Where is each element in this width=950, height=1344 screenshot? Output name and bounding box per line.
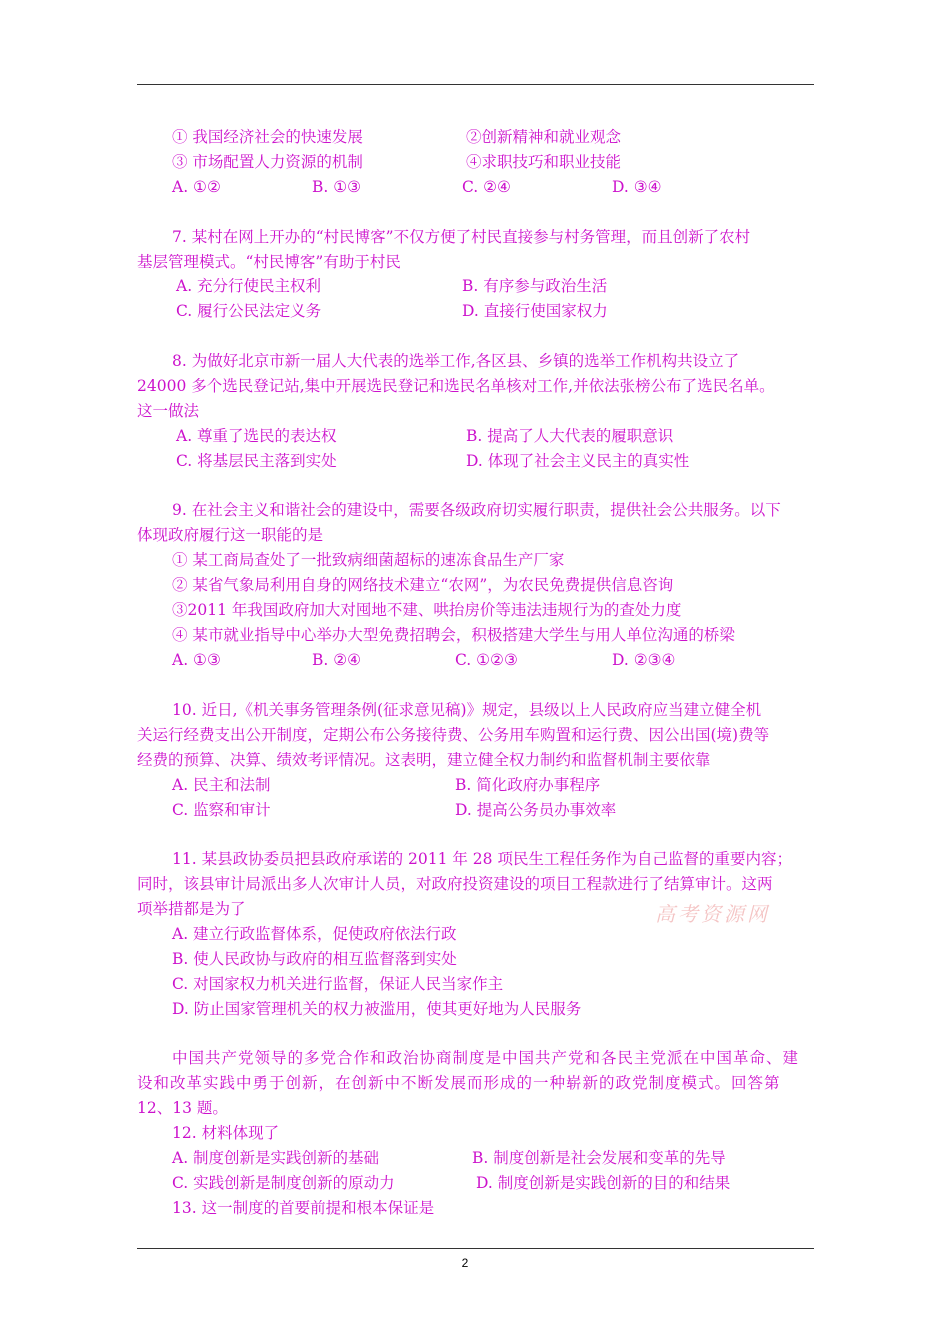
q7-stem-line-2: 基层管理模式。“村民博客”有助于村民: [137, 253, 401, 271]
q8-choice-b: B. 提高了人大代表的履职意识: [466, 427, 674, 445]
q9-option-3: ③2011 年我国政府加大对囤地不建、哄抬房价等违法违规行为的查处力度: [172, 601, 682, 619]
q9-option-2: ② 某省气象局利用自身的网络技术建立“农网”，为农民免费提供信息咨询: [172, 576, 674, 594]
q6-choice-a: A. ①②: [172, 178, 221, 196]
q6-choice-c: C. ②④: [462, 178, 511, 196]
material-line-1: 中国共产党领导的多党合作和政治协商制度是中国共产党和各民主党派在中国革命、建: [172, 1049, 800, 1067]
q10-choice-a: A. 民主和法制: [172, 776, 271, 794]
q11-choice-d: D. 防止国家管理机关的权力被滥用，使其更好地为人民服务: [172, 1000, 582, 1018]
q9-choice-b: B. ②④: [312, 651, 362, 669]
q7-choice-a: A. 充分行使民主权利: [176, 277, 322, 295]
q11-stem-line-3: 项举措都是为了: [137, 900, 246, 918]
q10-choice-d: D. 提高公务员办事效率: [455, 801, 617, 819]
page-number: 2: [461, 1256, 469, 1270]
q6-choice-d: D. ③④: [612, 178, 662, 196]
q7-stem-line-1: 7. 某村在网上开办的“村民博客”不仅方便了村民直接参与村务管理，而且创新了农村: [172, 228, 751, 246]
q12-choice-b: B. 制度创新是社会发展和变革的先导: [472, 1149, 726, 1167]
q6-choice-b: B. ①③: [312, 178, 362, 196]
q9-choice-d: D. ②③④: [612, 651, 676, 669]
q12-choice-c: C. 实践创新是制度创新的原动力: [172, 1174, 395, 1192]
q6-option-4: ④求职技巧和职业技能: [466, 153, 622, 171]
q11-choice-a: A. 建立行政监督体系，促使政府依法行政: [172, 925, 457, 943]
material-line-3: 12、13 题。: [137, 1099, 228, 1117]
q9-choice-a: A. ①③: [172, 651, 221, 669]
material-line-2: 设和改革实践中勇于创新，在创新中不断发展而形成的一种崭新的政党制度模式。回答第: [137, 1074, 781, 1092]
q7-choice-b: B. 有序参与政治生活: [462, 277, 608, 295]
q9-stem-line-1: 9. 在社会主义和谐社会的建设中，需要各级政府切实履行职责，提供社会公共服务。以下: [172, 501, 781, 519]
q8-stem-line-3: 这一做法: [137, 402, 200, 420]
q8-choice-d: D. 体现了社会主义民主的真实性: [466, 452, 690, 470]
q11-stem-line-2: 同时，该县审计局派出多人次审计人员，对政府投资建设的项目工程款进行了结算审计。这两: [137, 875, 773, 893]
q11-choice-b: B. 使人民政协与政府的相互监督落到实处: [172, 950, 457, 968]
q6-option-2: ②创新精神和就业观念: [466, 128, 622, 146]
q6-option-1: ① 我国经济社会的快速发展: [172, 128, 363, 146]
q9-option-1: ① 某工商局查处了一批致病细菌超标的速冻食品生产厂家: [172, 551, 565, 569]
q9-option-4: ④ 某市就业指导中心举办大型免费招聘会，积极搭建大学生与用人单位沟通的桥梁: [172, 626, 735, 644]
q9-choice-c: C. ①②③: [455, 651, 518, 669]
watermark: 高考资源网: [655, 902, 770, 926]
q10-stem-line-1: 10. 近日,《机关事务管理条例(征求意见稿)》规定，县级以上人民政府应当建立健全机: [172, 701, 762, 719]
q12-choice-a: A. 制度创新是实践创新的基础: [172, 1149, 380, 1167]
q12-choice-d: D. 制度创新是实践创新的目的和结果: [476, 1174, 731, 1192]
q10-stem-line-2: 关运行经费支出公开制度，定期公布公务接待费、公务用车购置和运行费、因公出国(境)费等: [137, 726, 770, 744]
q8-choice-c: C. 将基层民主落到实处: [176, 452, 337, 470]
q10-choice-b: B. 简化政府办事程序: [455, 776, 601, 794]
q7-choice-c: C. 履行公民法定义务: [176, 302, 322, 320]
q13-stem: 13. 这一制度的首要前提和根本保证是: [172, 1199, 435, 1217]
q7-choice-d: D. 直接行使国家权力: [462, 302, 608, 320]
q8-stem-line-1: 8. 为做好北京市新一届人大代表的选举工作,各区县、乡镇的选举工作机构共设立了: [172, 352, 740, 370]
footer-rule: [137, 1248, 814, 1249]
q8-choice-a: A. 尊重了选民的表达权: [176, 427, 337, 445]
q10-stem-line-3: 经费的预算、决算、绩效考评情况。这表明，建立健全权力制约和监督机制主要依靠: [137, 751, 711, 769]
q11-choice-c: C. 对国家权力机关进行监督，保证人民当家作主: [172, 975, 504, 993]
q10-choice-c: C. 监察和审计: [172, 801, 271, 819]
q12-stem: 12. 材料体现了: [172, 1124, 280, 1142]
q6-option-3: ③ 市场配置人力资源的机制: [172, 153, 363, 171]
q9-stem-line-2: 体现政府履行这一职能的是: [137, 526, 324, 544]
q8-stem-line-2: 24000 多个选民登记站,集中开展选民登记和选民名单核对工作,并依法张榜公布了选民名单。: [137, 377, 775, 395]
header-rule: [137, 84, 814, 85]
q11-stem-line-1: 11. 某县政协委员把县政府承诺的 2011 年 28 项民生工程任务作为自己监督的重要内容；: [172, 850, 792, 868]
